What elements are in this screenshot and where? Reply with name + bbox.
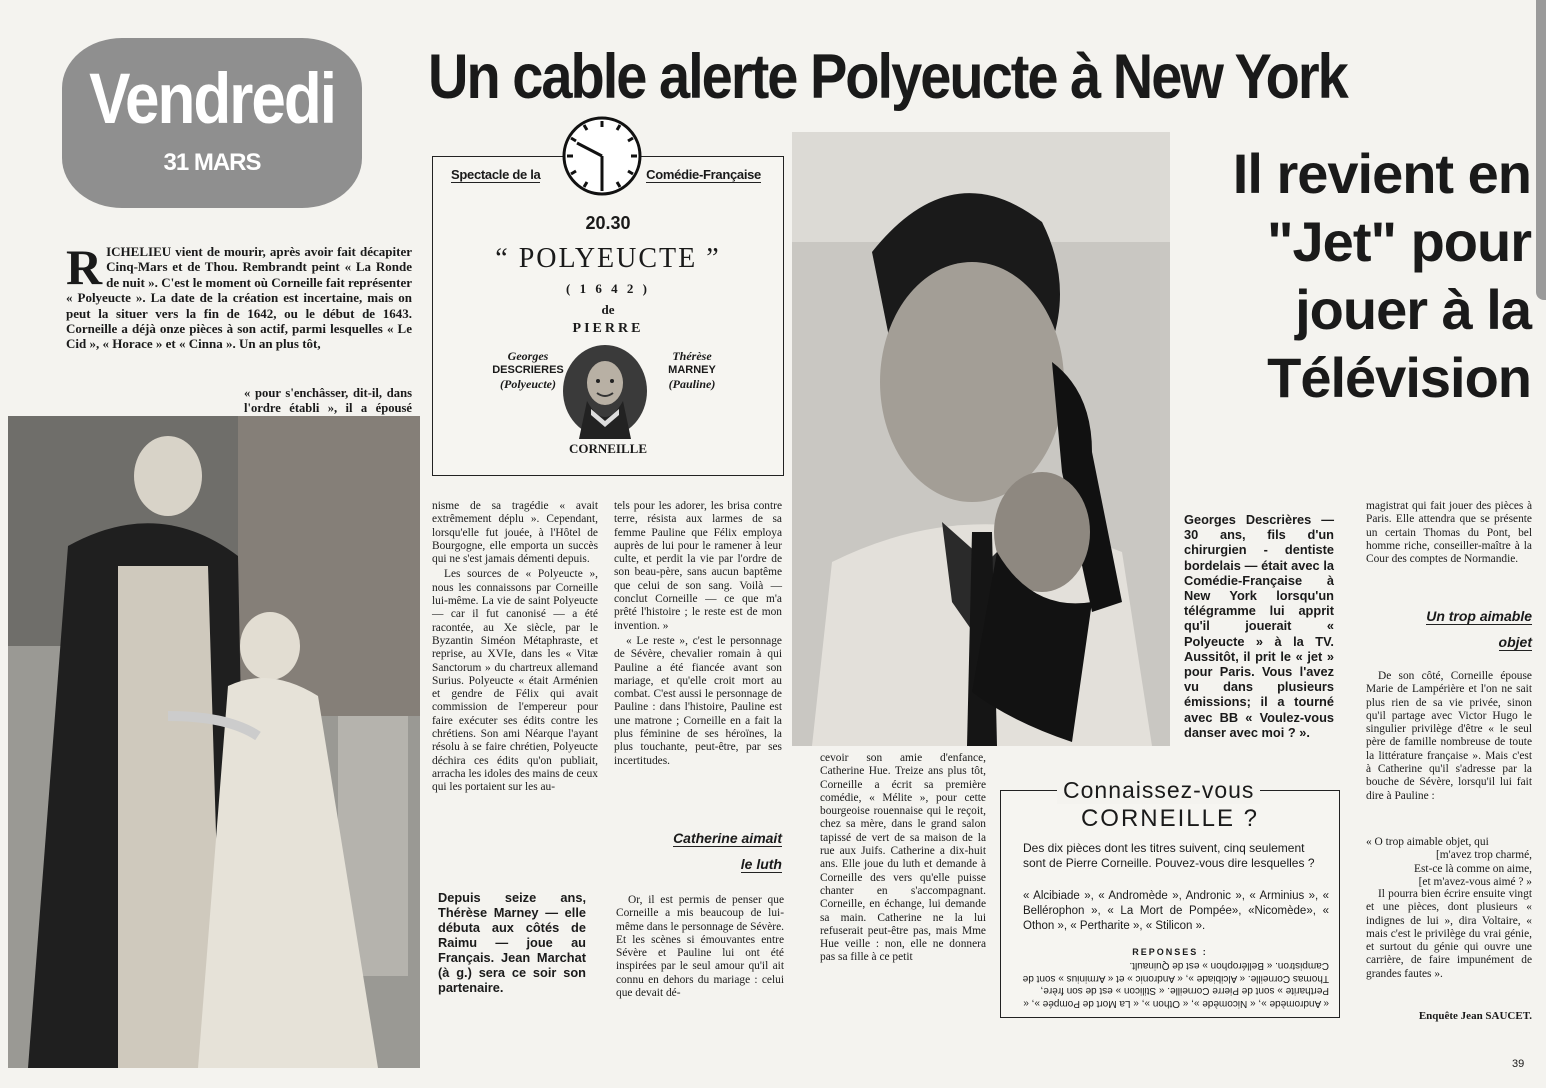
article-intro <box>66 239 412 352</box>
descrieres-photo <box>792 132 1170 746</box>
by-label: de <box>601 302 615 317</box>
date-label: 31 MARS <box>163 149 261 176</box>
article-col-4: cevoir son amie d'enfance, Catherine Hue. Treize ans plus tôt, Corneille a écrit sa première comédie, « Mélite », pour cette bourgeoise rouennaise qui le reçoit, chez sa mère, dans le grand salon tapissé de vert de sa maison de la rue aux Juifs. Catherine a dix-huit ans. Elle joue du luth et demande à Corneille des vers qu'elle puisse chanter en s'accompagnant. Corneille, en échange, lui demande sa main. Catherine ne la lui refuserait peut-être pas, mais Mme Hue veille : non, elle ne donnera pas sa fille à ce petit <box>820 752 986 964</box>
article-col-5-cont: De son côté, Corneille épouse Marie de Lampérière et l'on ne sait plus rien de sa vie privée, sinon qu'il partage avec Victor Hugo le singulier privilège d'être « le seul père de famille nombreuse de toute la littérature française ». Mais c'est à Catherine qu'il s'adresse par la bouche de Sévère, lorsqu'il lui fait dire à Pauline : <box>1366 670 1532 802</box>
signature: Enquête Jean SAUCET. <box>1418 1010 1532 1022</box>
quiz-answers-upside-down: « Andromède », « Nicomède », « Othon », « La Mort de Pompée », « Pertharite » sont de Pierre Corneille. « Stilicon » est de son frère, Thomas Corneille. « Alcibiade », « Andronic » et « Arminius » sont de Campistron. « Bellérophon » est de Quinault. <box>1022 960 1329 1009</box>
marney-caption: Depuis seize ans, Thérèse Marney — elle débuta aux côtés de Raimu — joue au Français. Jean Marchat (à g.) sera ce soir son partenaire. <box>438 890 586 995</box>
quiz-title-2: CORNEILLE ? <box>1080 805 1260 832</box>
quiz-question: Des dix pièces dont les titres suivent, cinq seulement sont de Pierre Corneille. Pouvez-vous dire lesquelles ? <box>1023 841 1315 870</box>
subtitle-catherine: Catherine aimait le luth <box>673 830 782 872</box>
corneille-portrait <box>561 341 649 439</box>
subheadline <box>1166 140 1531 412</box>
drop-cap: R <box>66 239 103 295</box>
descrieres-caption: Georges Descrières — 30 ans, fils d'un chirurgien - dentiste bordelais — était avec la Comédie-Française à New York lorsqu'un télégramme lui apprit qu'il jouerait « Polyeucte » à la TV. Aussitôt, il prit le « jet » pour Paris. Vous l'avez vu dans plusieurs émissions; il a tourné avec BB « Voulez-vous danser avec moi ? ». <box>1184 512 1334 740</box>
article-col-3-cont: Or, il est permis de penser que Corneille a mis beaucoup de lui-même dans le personnage de Sévère. Et les scènes si émouvantes entre Sévère et Pauline lui ont été inspirées par le seul amour qu'il ait connu en dehors du mariage : celui que devait dé- <box>616 894 784 1000</box>
author-first-name: PIERRE <box>572 321 644 336</box>
edge-tab <box>1536 0 1546 300</box>
verse: « O trop aimable objet, qui [m'avez trop charmé, Est-ce là comme on aime, [et m'avez-vous aimé ? » <box>1366 836 1532 888</box>
subhead-line-3: jouer à la <box>1295 278 1531 341</box>
cast-right: Thérèse MARNEY (Pauline) <box>668 349 716 391</box>
answers-label: REPONSES : <box>1132 947 1208 957</box>
author-last-name: CORNEILLE <box>568 441 648 456</box>
broadcast-time: 20.30 <box>585 213 631 233</box>
quiz-titles: « Alcibiade », « Andromède », Andronic », « Arminius », « Bellérophon », « La Mort de Pompée», «Nicomède», « Othon », « Pertharite », « Stilicon ». <box>1023 890 1329 932</box>
theatre-label: Comédie-Française <box>646 167 761 182</box>
program-box <box>432 156 784 476</box>
clock-icon <box>559 113 645 199</box>
article-col-5: magistrat qui fait jouer des pièces à Paris. Elle attendra que se présente un certain Thomas du Pont, bel homme riche, conseiller-maître à la Cour des comptes de Normandie. <box>1366 500 1532 566</box>
subhead-line-4: Télévision <box>1267 346 1531 409</box>
article-intro-continued: « pour s'enchâsser, dit-il, dans l'ordre établi », il a épousé <box>244 386 412 415</box>
subhead-line-2: "Jet" pour <box>1266 210 1531 273</box>
subhead-line-1: Il revient en <box>1232 142 1531 205</box>
day-label: Vendredi <box>89 59 335 140</box>
page-number: 39 <box>1512 1058 1525 1070</box>
play-title: “ POLYEUCTE ” <box>495 243 721 274</box>
article-col-3: tels pour les adorer, les brisa contre terre, résista aux larmes de sa femme Pauline que Félix employa auprès de lui pour le ramener à leur culte, et perdit la vie par l'ordre de son beau-père, sans aucun baptême que celui de son sang. Voilà — conclut Corneille — ce que m'a prêté l'histoire ; le reste est de mon invention. » « Le reste », c'est le personnage de Sévère, chevalier romain à qui Pauline a été fiancée avant son mariage, et qu'elle croit mort au combat. C'est aussi le personnage de Pauline : dans l'histoire, Pauline est une matrone ; Corneille en a fait la plus féminine de ses héroïnes, la plus touchante, peut-être, par ses incertitudes. <box>614 500 782 767</box>
cast-left: Georges DESCRIERES (Polyeucte) <box>492 349 564 391</box>
article-col-5-end: Il pourra bien écrire ensuite vingt et une pièces, dont plusieurs « indignes de lui », dira Voltaire, « mais c'est le privilège du vrai génie, et surtout du génie qui ouvre une carrière, de faire impunément de grandes fautes ». <box>1366 888 1532 980</box>
article-col-2: nisme de sa tragédie « avait extrêmement déplu ». Cependant, lorsqu'elle fut jouée, à l'Hôtel de Bourgogne, elle emporta un succès qui ne s'est jamais démenti depuis. Les sources de « Polyeucte », nous les connaissons par Corneille lui-même. La vie de saint Polyeucte — car il fut canonisé — a été racontée, au Xe siècle, par le Byzantin Siméon Métaphraste, et reprise, au XVIe, dans les « Vitæ Sanctorum » du chartreux allemand Surius. Polyeucte « était Arménien et gendre de Félix qui avait commission de l'empereur pour faire exécuter ses édits contre les chrétiens. Son ami Néarque l'ayant résolu à se faire chrétien, Polyeucte déchira ces édits qu'on publiait, arracha les idoles des mains de ceux qui les portaient sur les au- <box>432 500 598 794</box>
spectacle-label: Spectacle de la <box>451 167 541 182</box>
headline: Un cable alerte Polyeucte à New York <box>428 41 1347 112</box>
quiz-box <box>1000 777 1340 1018</box>
play-year: ( 1 6 4 2 ) <box>566 281 650 296</box>
day-badge <box>62 38 362 208</box>
quiz-title-1: Connaissez-vous <box>1057 777 1260 804</box>
subtitle-aimable: Un trop aimable objet <box>1426 608 1532 650</box>
intro-text-1: ICHELIEU vient de mourir, après avoir fait décapiter Cinq-Mars et de Thou. Rembrandt peint « La Ronde de nuit ». C'est le moment où Corneille fait représenter « Polyeucte ». La date de la création est incertaine, mais on peut la situer vers la fin de 1642, ou le début de 1643. Corneille a déjà onze pièces à son actif, parmi lesquelles « Le Cid », « Horace » et « Cinna ». Un an plus tôt, <box>66 244 412 352</box>
stage-photo <box>8 416 420 1068</box>
